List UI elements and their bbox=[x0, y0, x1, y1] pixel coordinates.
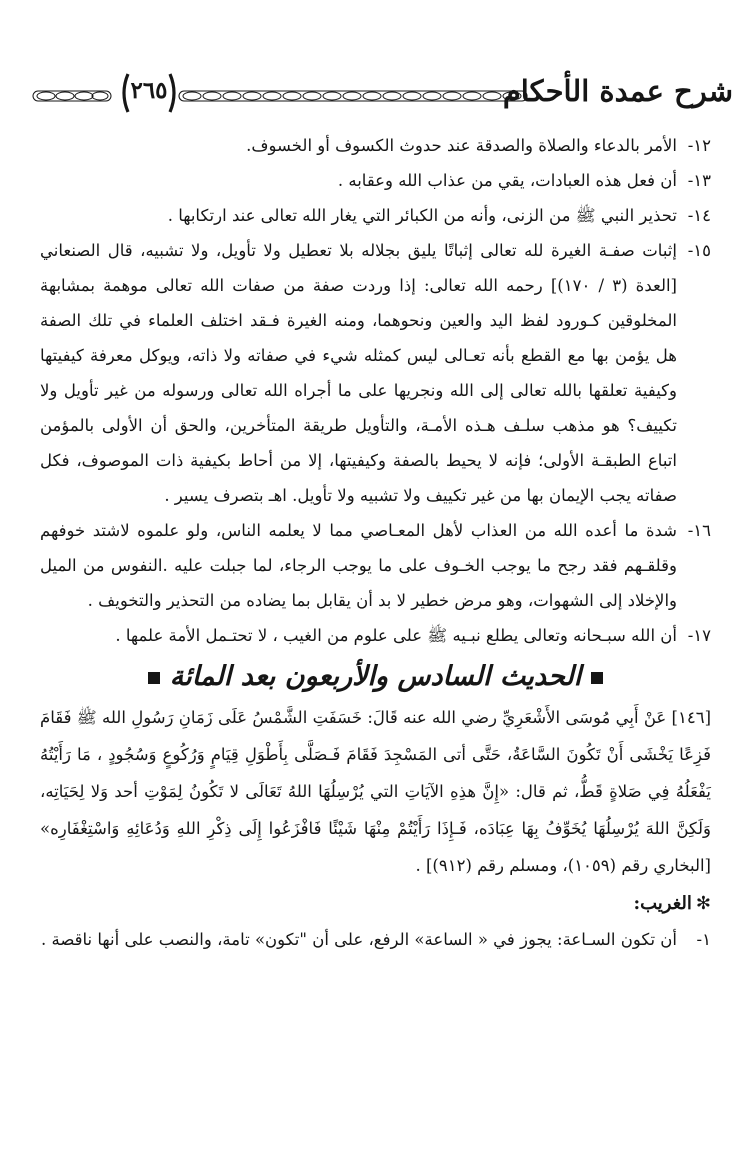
point-16 bbox=[40, 513, 711, 618]
hadith-heading-text: الحديث السادس والأربعون بعد المائة bbox=[169, 661, 582, 692]
point-number: ١٧- bbox=[687, 626, 711, 645]
point-text: إثبات صفـة الغيرة لله تعالى إثباتًا يليق بجلاله بلا تعطيل ولا تأويل، ولا تشبيه، قال الصنعاني [العدة (٣ / ١٧٠)] رحمه الله تعالى: إذا وردت صفة من صفات الله تعالى موهمة بمشابهة المخلوقين كـورود لفظ اليد والعين ونحوهما، ومنه الغيرة فـقد اختلف العلماء في تلك الصفة هل يؤمن بها مع القطع بأنه تعـالى ليس كمثله شيء في صفاته ولا ذاته، ويوكل معرفة كيفيتها وكيفية تعلقها بالله تعالى إلى الله ونجريها على ما أجراه الله تعالى ورسوله من غير تأويل ولا تكييف؟ هو مذهب سلـف هـذه الأمـة، والتأويل طريقة المتأخرين، والحق أن الأولى بالمؤمن اتباع الطبقـة الأولى؛ فإنه لا يحيط بالصفة وكيفيتها، إلا من أحاط بكيفية ذات الموصوف، فكل صفاته يجب الإيمان بها من غير تكييف ولا تشبيه ولا تأويل. اهـ بتصرف يسير . bbox=[40, 241, 677, 505]
hadith-text: [١٤٦] عَنْ أَبِي مُوسَى الأَشْعَرِيِّ رضي الله عنه قَالَ: خَسَفَتِ الشَّمْسُ عَلَى زَمَانِ رَسُولِ الله ﷺ فَقَامَ فَزِعًا يَخْشَى أَنْ تَكُونَ السَّاعَةُ، حَتَّى أتى المَسْجِدَ فَقَامَ فَـصَلَّى بِأَطْوَلِ قِيَامٍ وَرُكُوعٍ وَسُجُودٍ ، مَا رَأَيْتُهُ يَفْعَلُهُ فِي صَلاةٍ قَطُّ، ثم قال: «إِنَّ هذِهِ الآيَاتِ التي يُرْسِلُهَا اللهُ تَعَالَى لا تَكُونُ لِمَوْتِ أحد وَلا لِحَيَاتِه، وَلَكِنَّ اللهَ يُرْسِلُهَا يُخَوِّفُ بِهَا عِبَادَه، فَـإِذَا رَأَيْتُمْ مِنْهَا شَيْئًا فَافْزَعُوا إِلَى ذِكْرِ اللهِ وَدُعَائِهِ وَاسْتِغْفَارِه» bbox=[40, 708, 711, 838]
point-14 bbox=[40, 198, 711, 233]
point-13 bbox=[40, 163, 711, 198]
square-bullet-icon bbox=[148, 672, 160, 684]
page-number: ٢٦٥ bbox=[130, 77, 168, 104]
page-content bbox=[40, 128, 711, 957]
gharib-heading bbox=[40, 886, 711, 922]
point-number: ١٤- bbox=[687, 206, 711, 225]
hadith-heading bbox=[138, 657, 614, 697]
gharib-item-1 bbox=[40, 922, 711, 957]
gharib-text: أن تكون السـاعة: يجوز في « الساعة» الرفع، على أن "تكون» تامة، والنصب على أنها ناقصة . bbox=[41, 930, 677, 949]
square-bullet-icon bbox=[591, 672, 603, 684]
point-15 bbox=[40, 233, 711, 513]
point-17 bbox=[40, 618, 711, 653]
hadith-heading-row bbox=[40, 657, 711, 697]
point-text: الأمر بالدعاء والصلاة والصدقة عند حدوث الكسوف أو الخسوف. bbox=[246, 136, 677, 155]
point-text: شدة ما أعده الله من العذاب لأهل المعـاصي مما لا يعلمه الناس، ولو علموه لاشتد خوفهم وقلقـهم فقد رجح ما يوجب الخـوف على ما يوجب الرجاء، لما جبلت عليه .النفوس من الميل والإخلاد إلى الشهوات، وهو مرض خطير لا بد أن يقابل بما يضاده من التحذير والتخويف . bbox=[40, 521, 677, 610]
book-title: شرح عمدة الأحكام bbox=[502, 74, 733, 108]
point-number: ١٢- bbox=[687, 136, 711, 155]
gharib-number: ١- bbox=[696, 930, 711, 949]
hadith-text-block bbox=[40, 699, 711, 884]
page-number-badge bbox=[118, 71, 180, 115]
header-ornament-divider bbox=[178, 86, 528, 106]
point-number: ١٣- bbox=[687, 171, 711, 190]
point-number: ١٥- bbox=[687, 241, 711, 260]
point-text: تحذير النبي ﷺ من الزنى، وأنه من الكبائر التي يغار الله تعالى عند ارتكابها . bbox=[167, 206, 677, 225]
hadith-reference: [البخاري رقم (١٠٥٩)، ومسلم رقم (٩١٢)] . bbox=[415, 856, 711, 875]
page-header bbox=[22, 68, 733, 124]
gharib-label: الغريب: bbox=[633, 893, 692, 914]
point-text: أن الله سبـحانه وتعالى يطلع نبـيه ﷺ على علوم من الغيب ، لا تحتـمل الأمة علمها . bbox=[115, 626, 677, 645]
asterisk-icon: ✻ bbox=[695, 893, 711, 914]
point-12 bbox=[40, 128, 711, 163]
point-number: ١٦- bbox=[687, 521, 711, 540]
point-text: أن فعل هذه العبادات، يقي من عذاب الله وعقابه . bbox=[337, 171, 677, 190]
header-ornament-end bbox=[32, 86, 112, 106]
